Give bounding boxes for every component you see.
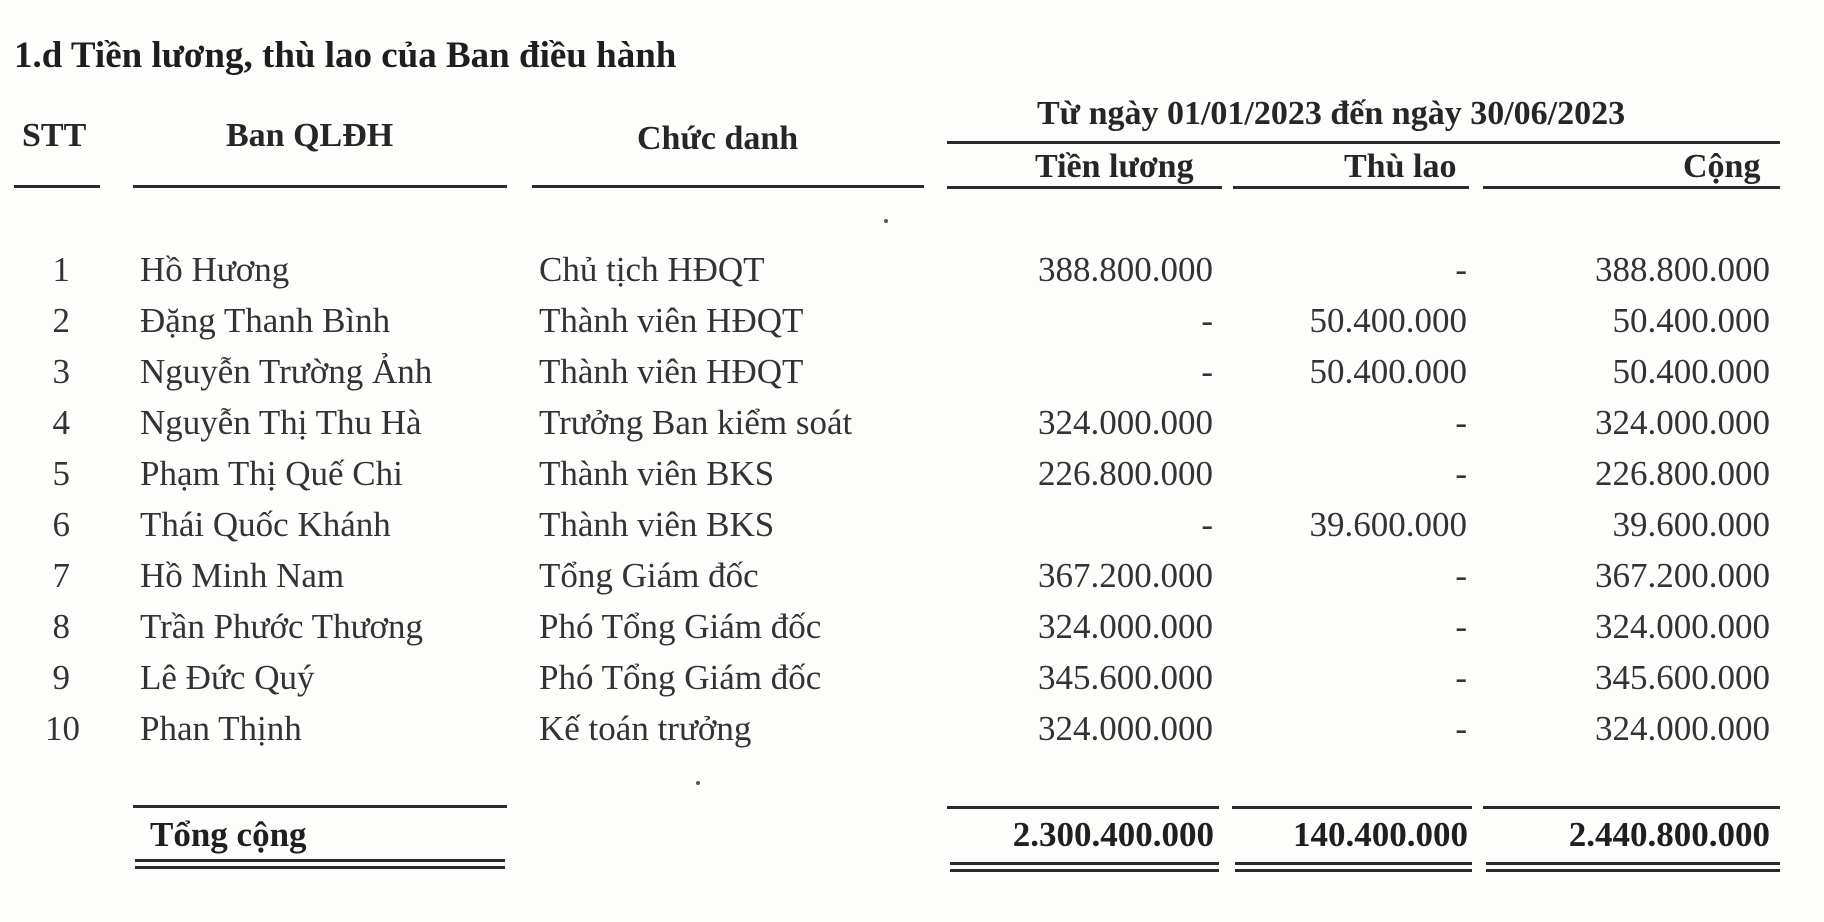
totals-total: 2.440.800.000 bbox=[1568, 815, 1770, 854]
row-name: Hồ Hương bbox=[140, 250, 290, 289]
totals-topline-total bbox=[1483, 806, 1780, 809]
header-underline-stt bbox=[14, 185, 100, 188]
row-position: Thành viên HĐQT bbox=[539, 352, 804, 391]
row-name: Nguyễn Trường Ảnh bbox=[140, 352, 433, 391]
row-salary: 226.800.000 bbox=[1038, 454, 1213, 493]
totals-salary: 2.300.400.000 bbox=[1012, 815, 1214, 854]
header-name: Ban QLĐH bbox=[226, 117, 394, 154]
row-salary: 324.000.000 bbox=[1038, 709, 1213, 748]
header-underline-total bbox=[1483, 186, 1780, 189]
header-underline-position bbox=[532, 185, 924, 188]
row-total: 388.800.000 bbox=[1595, 250, 1770, 289]
totals-double-underline-salary-2 bbox=[950, 869, 1219, 872]
row-stt: 1 bbox=[52, 250, 70, 289]
row-salary: 324.000.000 bbox=[1038, 607, 1213, 646]
header-salary: Tiền lương bbox=[1035, 148, 1194, 185]
row-position: Thành viên BKS bbox=[539, 454, 775, 493]
row-position: Tổng Giám đốc bbox=[539, 556, 759, 595]
row-remuneration: - bbox=[1455, 403, 1467, 442]
row-salary: 324.000.000 bbox=[1038, 403, 1213, 442]
row-remuneration: - bbox=[1455, 658, 1467, 697]
row-salary: - bbox=[1201, 352, 1213, 391]
totals-double-underline-total-2 bbox=[1486, 869, 1780, 872]
totals-label: Tổng cộng bbox=[150, 815, 307, 854]
scan-speck bbox=[696, 781, 700, 785]
row-salary: 367.200.000 bbox=[1038, 556, 1213, 595]
row-position: Thành viên BKS bbox=[539, 505, 775, 544]
row-stt: 7 bbox=[52, 556, 70, 595]
row-remuneration: 39.600.000 bbox=[1309, 505, 1467, 544]
row-stt: 2 bbox=[52, 301, 70, 340]
row-remuneration: - bbox=[1455, 454, 1467, 493]
header-stt: STT bbox=[22, 117, 87, 154]
header-total: Cộng bbox=[1683, 148, 1761, 185]
totals-double-underline-remuneration-2 bbox=[1235, 869, 1472, 872]
row-name: Thái Quốc Khánh bbox=[140, 505, 391, 544]
row-position: Thành viên HĐQT bbox=[539, 301, 804, 340]
header-underline-salary bbox=[947, 186, 1222, 189]
totals-remuneration: 140.400.000 bbox=[1293, 815, 1468, 854]
totals-topline-label bbox=[133, 805, 507, 808]
row-stt: 8 bbox=[52, 607, 70, 646]
row-total: 324.000.000 bbox=[1595, 709, 1770, 748]
row-remuneration: - bbox=[1455, 607, 1467, 646]
header-position: Chức danh bbox=[637, 120, 799, 157]
row-total: 50.400.000 bbox=[1612, 301, 1770, 340]
row-name: Nguyễn Thị Thu Hà bbox=[140, 403, 422, 442]
row-position: Phó Tổng Giám đốc bbox=[539, 607, 822, 646]
row-remuneration: - bbox=[1455, 709, 1467, 748]
row-name: Lê Đức Quý bbox=[140, 658, 315, 697]
scan-speck bbox=[884, 219, 888, 223]
row-name: Đặng Thanh Bình bbox=[140, 301, 391, 340]
header-remuneration: Thù lao bbox=[1344, 148, 1457, 185]
row-position: Chủ tịch HĐQT bbox=[539, 250, 765, 289]
totals-double-underline-label-2 bbox=[135, 866, 505, 869]
header-underline-remuneration bbox=[1233, 186, 1469, 189]
row-total: 226.800.000 bbox=[1595, 454, 1770, 493]
row-remuneration: - bbox=[1455, 556, 1467, 595]
row-salary: - bbox=[1201, 505, 1213, 544]
row-remuneration: 50.400.000 bbox=[1309, 352, 1467, 391]
row-position: Phó Tổng Giám đốc bbox=[539, 658, 822, 697]
row-total: 39.600.000 bbox=[1612, 505, 1770, 544]
row-stt: 10 bbox=[45, 709, 80, 748]
row-salary: - bbox=[1201, 301, 1213, 340]
row-total: 324.000.000 bbox=[1595, 607, 1770, 646]
period-underline bbox=[947, 141, 1780, 144]
row-salary: 388.800.000 bbox=[1038, 250, 1213, 289]
row-stt: 3 bbox=[52, 352, 70, 391]
row-salary: 345.600.000 bbox=[1038, 658, 1213, 697]
row-total: 345.600.000 bbox=[1595, 658, 1770, 697]
row-total: 50.400.000 bbox=[1612, 352, 1770, 391]
row-stt: 4 bbox=[52, 403, 70, 442]
totals-topline-remuneration bbox=[1232, 806, 1472, 809]
totals-double-underline-remuneration-1 bbox=[1235, 862, 1472, 865]
totals-double-underline-salary-1 bbox=[950, 862, 1219, 865]
row-name: Trần Phước Thương bbox=[140, 607, 424, 646]
row-remuneration: 50.400.000 bbox=[1309, 301, 1467, 340]
row-remuneration: - bbox=[1455, 250, 1467, 289]
section-title: 1.d Tiền lương, thù lao của Ban điều hành bbox=[14, 35, 677, 76]
row-total: 324.000.000 bbox=[1595, 403, 1770, 442]
row-stt: 9 bbox=[52, 658, 70, 697]
header-period: Từ ngày 01/01/2023 đến ngày 30/06/2023 bbox=[1037, 95, 1626, 132]
row-name: Phan Thịnh bbox=[140, 709, 302, 748]
row-name: Hồ Minh Nam bbox=[140, 556, 345, 595]
row-total: 367.200.000 bbox=[1595, 556, 1770, 595]
header-underline-name bbox=[133, 185, 507, 188]
totals-topline-salary bbox=[947, 806, 1219, 809]
row-name: Phạm Thị Quế Chi bbox=[140, 454, 403, 493]
row-position: Kế toán trưởng bbox=[539, 709, 752, 748]
totals-double-underline-label-1 bbox=[135, 859, 505, 862]
row-stt: 5 bbox=[52, 454, 70, 493]
totals-double-underline-total-1 bbox=[1486, 862, 1780, 865]
row-stt: 6 bbox=[52, 505, 70, 544]
row-position: Trưởng Ban kiểm soát bbox=[539, 403, 853, 442]
